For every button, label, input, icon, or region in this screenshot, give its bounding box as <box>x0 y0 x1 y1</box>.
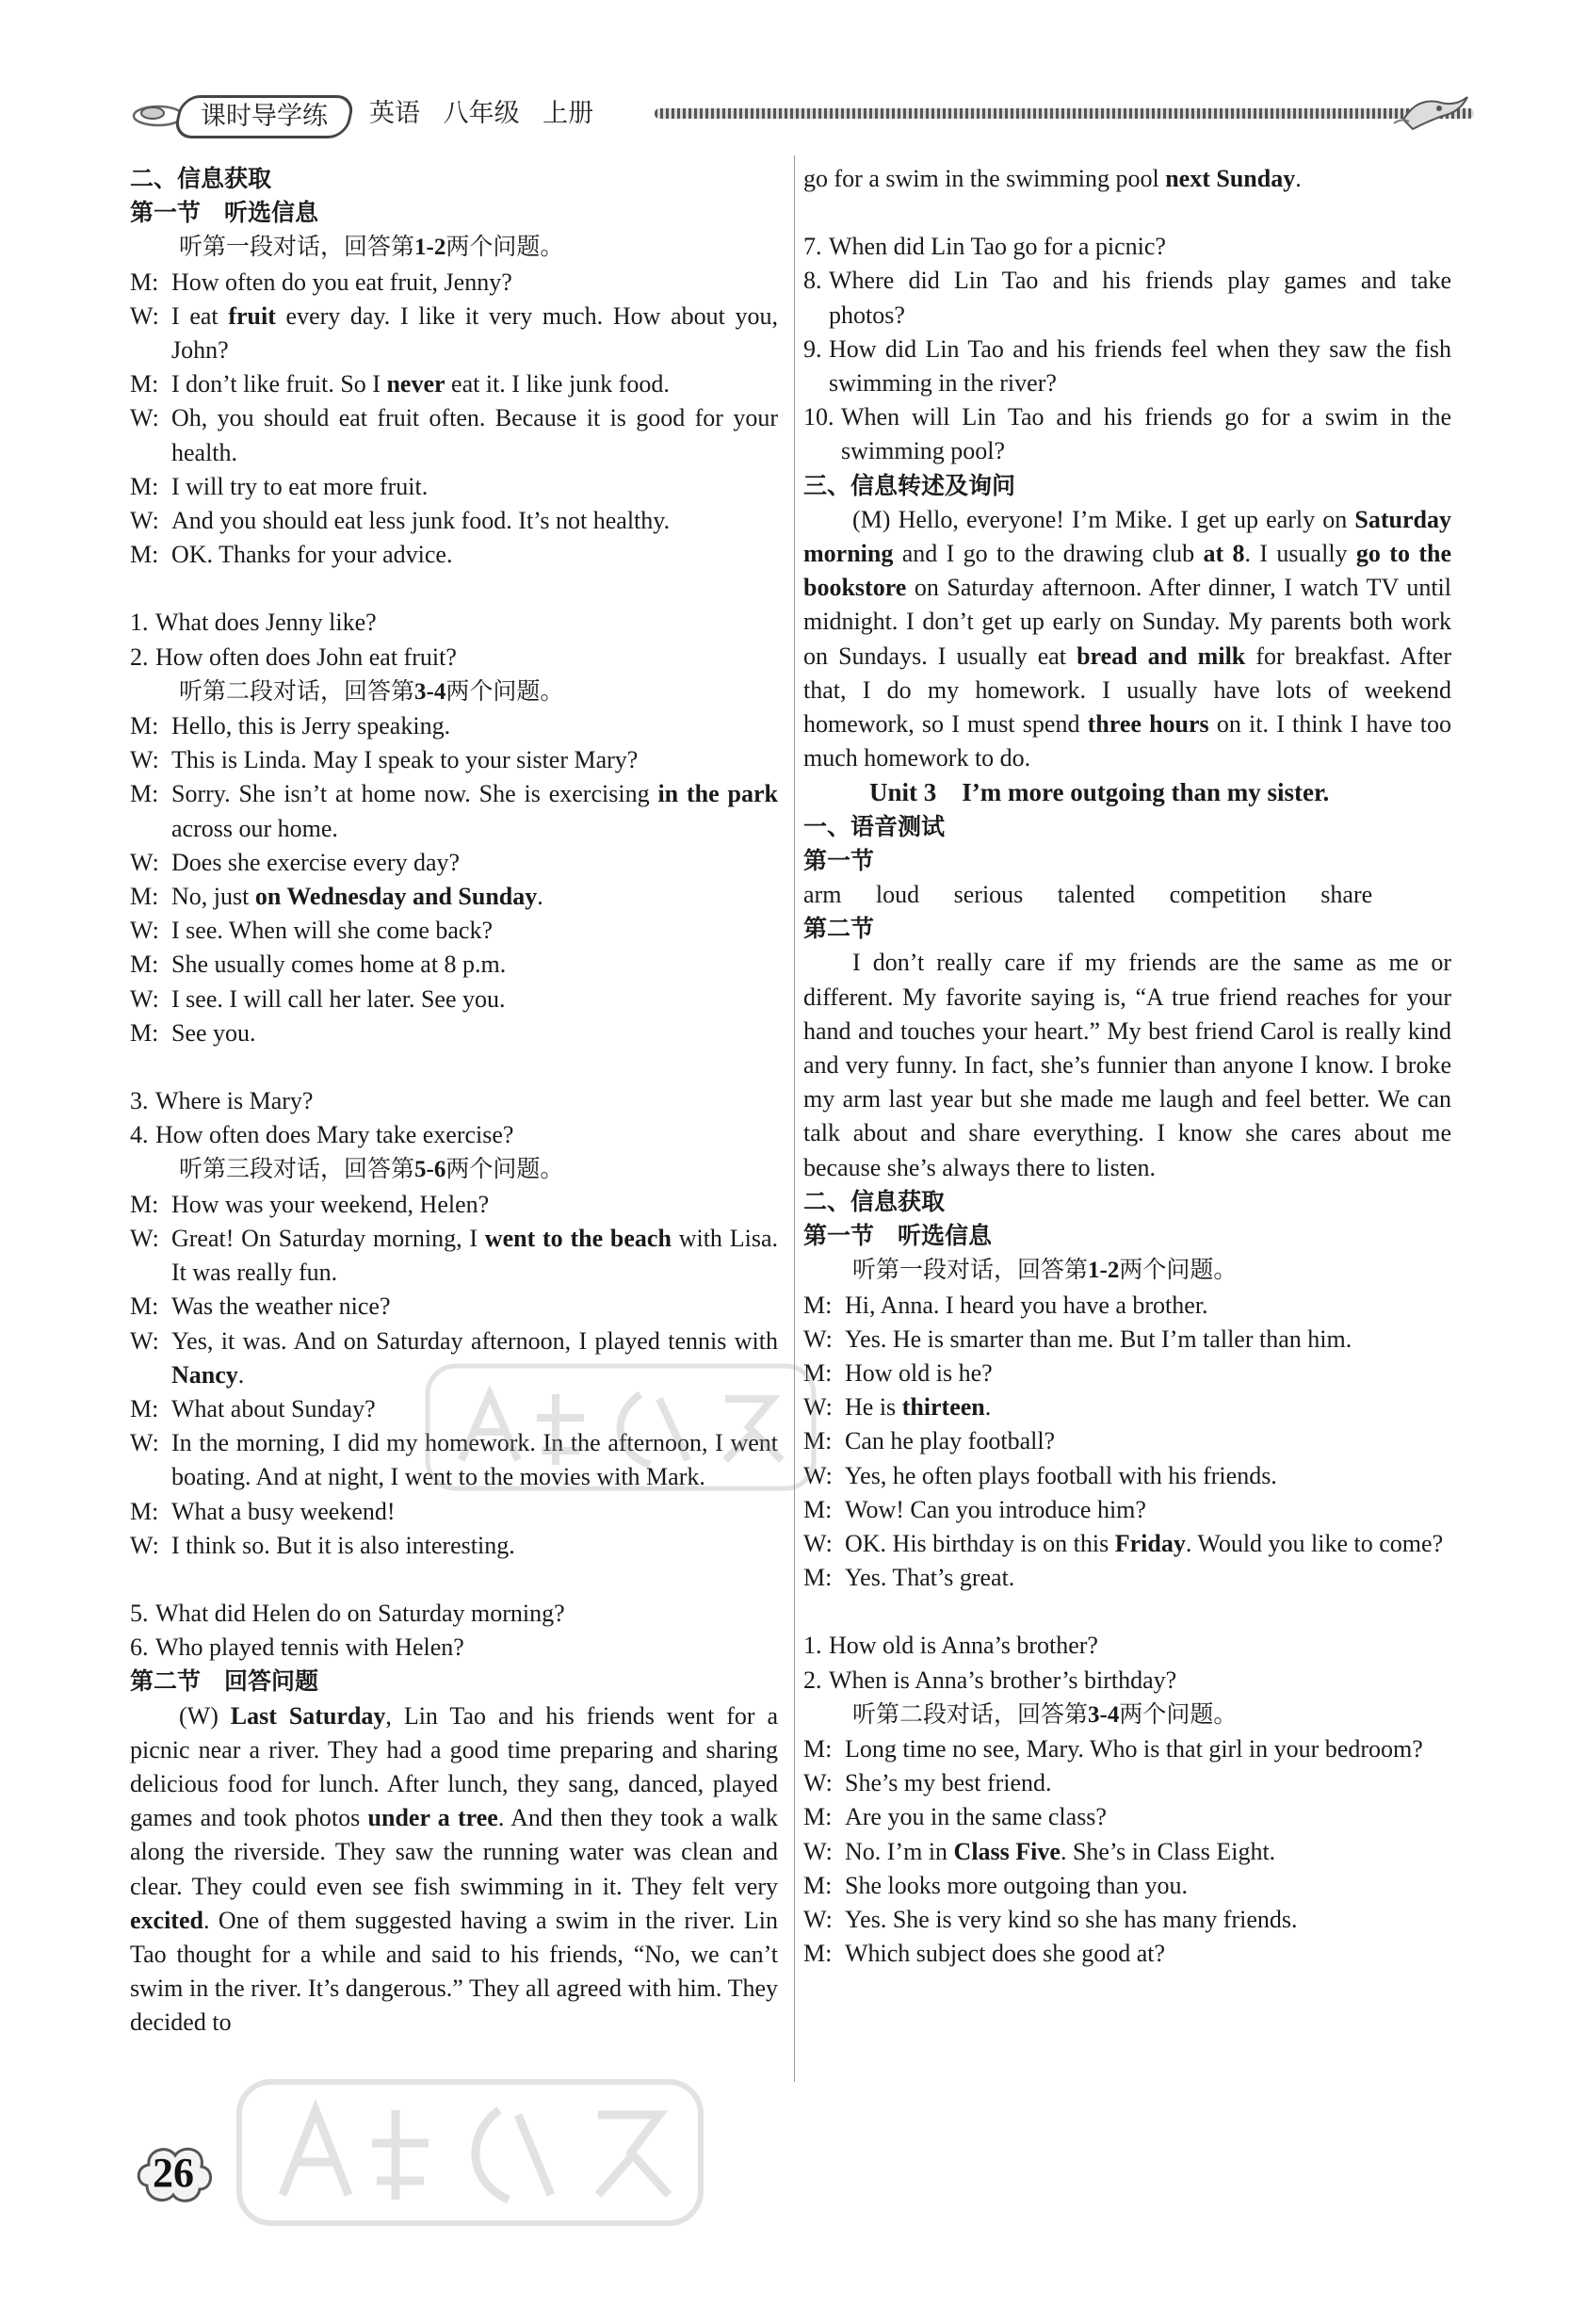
dialogue-line: M: She usually comes home at 8 p.m. <box>130 951 507 979</box>
subsection-heading: 第一节 <box>803 846 875 874</box>
section-heading: 一、语音测试 <box>803 812 946 840</box>
section-heading: 三、信息转述及询问 <box>803 471 1016 499</box>
dialogue-line: M: I don’t like fruit. So I never eat it. I like junk food. <box>130 370 670 398</box>
dialogue-line: M: Yes. That’s great. <box>803 1564 1015 1592</box>
instruction: 听第二段对话，回答第3-4两个问题。 <box>852 1699 1238 1728</box>
dialogue-line: M: Wow! Can you introduce him? <box>803 1495 1146 1523</box>
dialogue-line: W: Yes. She is very kind so she has many friends. <box>803 1905 1298 1933</box>
dialogue-line: W: And you should eat less junk food. It’s not healthy. <box>130 507 671 535</box>
instruction: 听第一段对话，回答第1-2两个问题。 <box>852 1256 1238 1284</box>
dialogue-line: W: He is thirteen. <box>803 1393 992 1422</box>
dialogue-line: W: She’s my best friend. <box>803 1769 1052 1797</box>
dialogue-line: W: Yes, it was. And on Saturday afternoon, I played tennis with Nancy. <box>130 1326 778 1389</box>
dialogue-line: M: OK. Thanks for your advice. <box>130 541 453 569</box>
dialogue-line: M: Hi, Anna. I heard you have a brother. <box>803 1291 1208 1319</box>
instruction: 听第二段对话，回答第3-4两个问题。 <box>179 676 564 705</box>
dialogue-line: M: No, just on Wednesday and Sunday. <box>130 883 543 911</box>
dialogue-line: W: I see. When will she come back? <box>130 917 493 945</box>
subsection-heading: 第二节 回答问题 <box>130 1667 319 1696</box>
passage: (W) Last Saturday, Lin Tao and his friends went for a picnic near a river. They had a good time preparing and sharing delicious food for lunch. After lunch, they sang, danced, played games and took photos under a tree. And then they took a walk along the riverside. They saw the running water was clean and clear. They could even see fish swimming in it. They felt very excited. One of them suggested having a swim in the river. Lin Tao thought for a while and said to his friends, “No, we can’t swim in the river. It’s dangerous.” They all agreed with him. They decided to <box>130 1701 778 2037</box>
book-title-badge <box>172 95 356 138</box>
question: 6. Who played tennis with Helen? <box>130 1633 464 1662</box>
question: 3. Where is Mary? <box>130 1087 314 1115</box>
dialogue-line: W: Yes. He is smarter than me. But I’m taller than him. <box>803 1325 1352 1353</box>
question: 2. How often does John eat fruit? <box>130 642 457 671</box>
dialogue-line: W: OK. His birthday is on this Friday. Would you like to come? <box>803 1529 1444 1557</box>
question: 4. How often does Mary take exercise? <box>130 1121 514 1149</box>
dialogue-line: W: I see. I will call her later. See you. <box>130 984 506 1013</box>
passage: (M) Hello, everyone! I’m Mike. I get up early on Saturday morning and I go to the drawing club at 8. I usually go to the bookstore on Saturday afternoon. After dinner, I watch TV until midnight. I don’t get up early on Sunday. My parents both work on Sundays. I usually eat bread and milk for breakfast. After that, I do my homework. I usually have lots of weekend homework, so I must spend three hours on it. I think I have too much homework to do. <box>803 505 1452 772</box>
dialogue-line: M: She looks more outgoing than you. <box>803 1871 1188 1899</box>
dialogue-line: M: Which subject does she good at? <box>803 1940 1166 1968</box>
question: 8. Where did Lin Tao and his friends play games and take photos? <box>803 267 1451 329</box>
dialogue-line: M: See you. <box>130 1018 256 1047</box>
dialogue-line: W: Great! On Saturday morning, I went to the beach with Lisa. It was really fun. <box>130 1224 778 1287</box>
right-column <box>803 162 1451 1971</box>
instruction: 听第三段对话，回答第5-6两个问题。 <box>179 1155 564 1183</box>
subsection-heading: 第二节 <box>803 915 875 943</box>
passage: I don’t really care if my friends are the same as me or different. My favorite saying is, “A true friend reaches for your hand and touches your heart.” My best friend Carol is really kind and very funny. In fact, she’s funnier than anyone I know. I broke my arm last year but she made me laugh and feel better. We can talk about and share everything. I know she cares about me because she’s always there to listen. <box>803 949 1451 1181</box>
question: 1. What does Jenny like? <box>130 609 377 637</box>
dialogue-line: W: No. I’m in Class Five. She’s in Class Eight. <box>803 1837 1276 1865</box>
dialogue-line: W: Does she exercise every day? <box>130 848 461 876</box>
book-title: 课时导学练 <box>201 102 328 131</box>
subject-line: 英语 八年级 上册 <box>369 99 594 128</box>
question: 10. When will Lin Tao and his friends go for a swim in the swimming pool? <box>803 403 1451 465</box>
passage-continued: go for a swim in the swimming pool next Sunday. <box>803 165 1302 192</box>
dialogue-line: M: Can he play football? <box>803 1427 1056 1455</box>
question: 2. When is Anna’s brother’s birthday? <box>803 1666 1177 1694</box>
page-number: 26 <box>134 2138 213 2208</box>
header-rule <box>655 108 1474 119</box>
page-header <box>113 89 1469 146</box>
dialogue-line: M: How often do you eat fruit, Jenny? <box>130 268 512 296</box>
dialogue-line: W: I eat fruit every day. I like it very much. How about you, John? <box>130 301 778 365</box>
section-heading: 二、信息获取 <box>130 165 272 192</box>
dialogue-line: W: This is Linda. May I speak to your sister Mary? <box>130 746 639 774</box>
dialogue-line: M: How was your weekend, Helen? <box>130 1190 490 1218</box>
question: 1. How old is Anna’s brother? <box>803 1632 1098 1660</box>
dialogue-line: M: How old is he? <box>803 1358 993 1387</box>
dialogue-line: M: Hello, this is Jerry speaking. <box>130 712 451 740</box>
left-column <box>130 162 778 2040</box>
question: 9. How did Lin Tao and his friends feel when they saw the fish swimming in the river? <box>803 334 1451 398</box>
watermark-logo <box>424 1357 819 1498</box>
dialogue-line: M: What about Sunday? <box>130 1394 376 1422</box>
dialogue-line: M: Sorry. She isn’t at home now. She is exercising in the park across our home. <box>130 780 778 842</box>
subsection-heading: 第一节 听选信息 <box>130 199 319 227</box>
unit-title: Unit 3 I’m more outgoing than my sister. <box>869 778 1330 807</box>
instruction: 听第一段对话，回答第1-2两个问题。 <box>179 233 564 261</box>
word-list: arm loud serious talented competition share <box>803 881 1373 909</box>
dialogue-line: W: In the morning, I did my homework. In the afternoon, I went boating. And at night, I went to the movies with Mark. <box>130 1429 778 1491</box>
section-heading: 二、信息获取 <box>803 1187 946 1215</box>
dialogue-line: W: I think so. But it is also interesting. <box>130 1531 515 1559</box>
dialogue-line: M: Are you in the same class? <box>803 1803 1107 1831</box>
subsection-heading: 第一节 听选信息 <box>803 1222 993 1250</box>
question: 7. When did Lin Tao go for a picnic? <box>803 233 1166 261</box>
dialogue-line: M: Was the weather nice? <box>130 1292 391 1321</box>
bird-decoration-icon <box>1385 91 1474 135</box>
dialogue-line: M: I will try to eat more fruit. <box>130 472 429 500</box>
watermark-logo <box>235 2072 706 2233</box>
dialogue-line: M: Long time no see, Mary. Who is that girl in your bedroom? <box>803 1734 1423 1763</box>
dialogue-line: M: What a busy weekend! <box>130 1497 396 1525</box>
question: 5. What did Helen do on Saturday morning? <box>130 1599 565 1627</box>
column-divider <box>794 155 795 2082</box>
dialogue-line: W: Yes, he often plays football with his friends. <box>803 1461 1277 1489</box>
dialogue-line: W: Oh, you should eat fruit often. Because it is good for your health. <box>130 404 778 466</box>
